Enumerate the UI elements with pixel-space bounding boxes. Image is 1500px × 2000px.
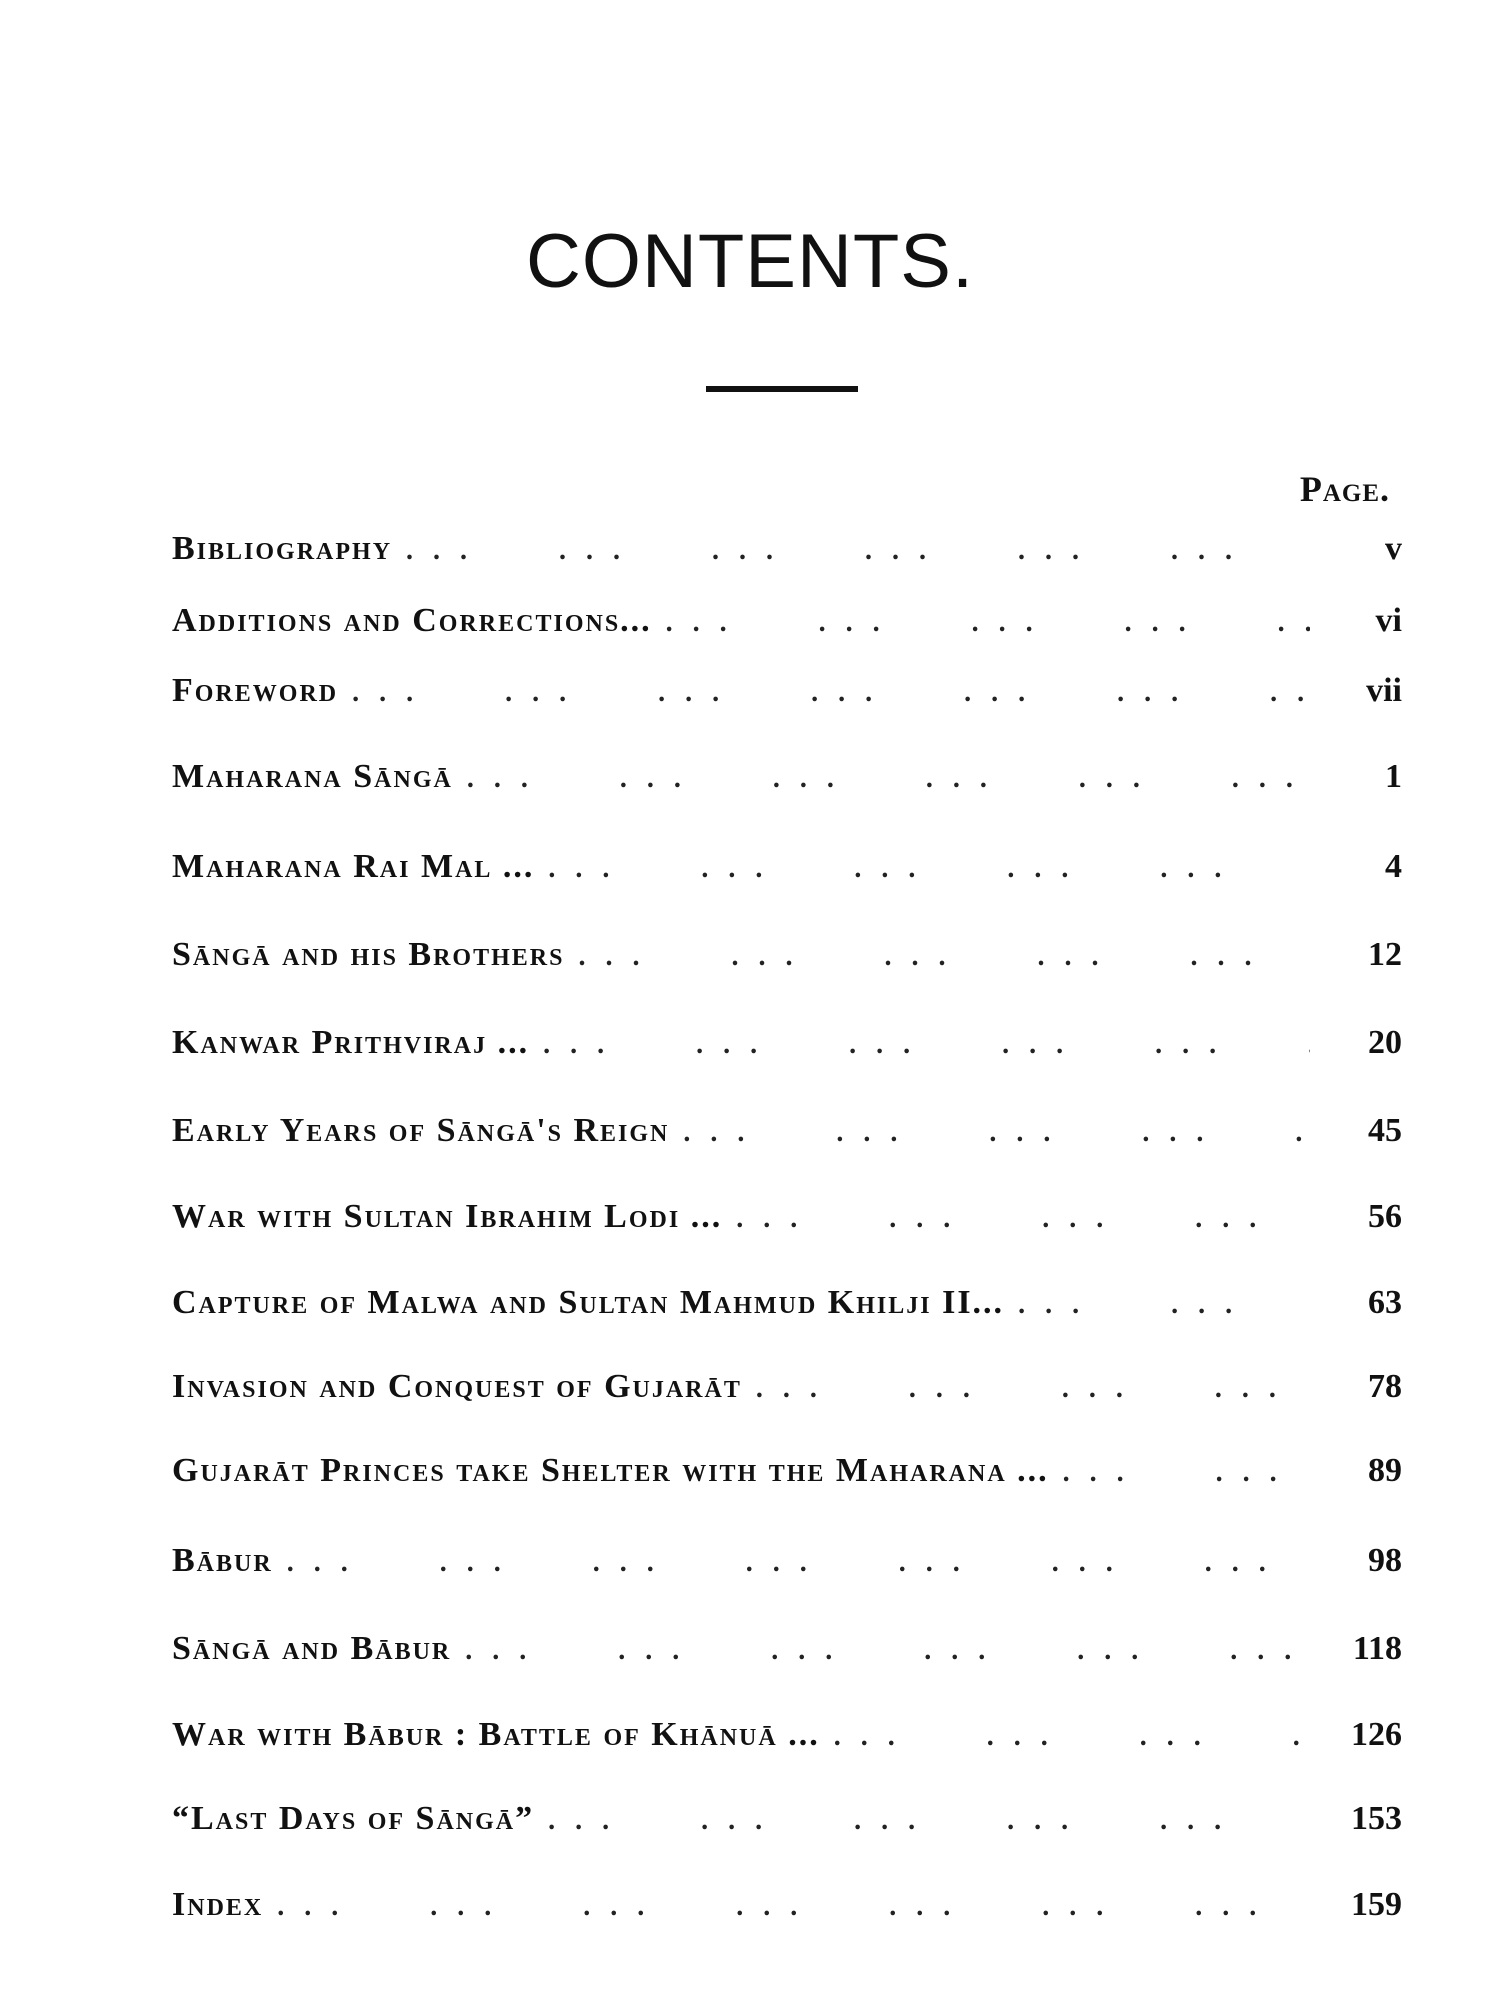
toc-entry-label: Maharana Rai Mal ... (172, 848, 535, 885)
toc-entry (172, 1198, 1402, 1254)
toc-entry (172, 936, 1402, 992)
toc-entry (172, 530, 1402, 586)
toc-entry-page: 89 (1368, 1452, 1402, 1489)
dot-leader (548, 853, 1310, 885)
toc-entry (172, 1024, 1402, 1080)
toc-entry-page: 153 (1351, 1800, 1402, 1837)
dot-leader (287, 1547, 1310, 1579)
dot-leader (406, 535, 1310, 567)
dot-leader (1018, 1289, 1310, 1321)
dot-leader (465, 1635, 1310, 1667)
toc-entry-page: 159 (1351, 1886, 1402, 1923)
toc-entry-page: vii (1366, 672, 1402, 709)
toc-entry-page: 126 (1351, 1716, 1402, 1753)
toc-entry (172, 1452, 1402, 1508)
toc-entry-label: War with Sultan Ibrahim Lodi ... (172, 1198, 723, 1235)
toc-entry-label: Early Years of Sāngā's Reign (172, 1112, 670, 1149)
toc-entry-page: 56 (1368, 1198, 1402, 1235)
toc-entry-label: Maharana Sāngā (172, 758, 453, 795)
toc-entry-page: v (1385, 530, 1402, 567)
toc-entry (172, 1542, 1402, 1598)
toc-entry (172, 1886, 1402, 1942)
toc-entry-label: Additions and Corrections... (172, 602, 652, 639)
toc-entry-page: vi (1375, 602, 1402, 639)
toc-entry (172, 758, 1402, 814)
toc-entry-label: Kanwar Prithviraj ... (172, 1024, 530, 1061)
dot-leader (277, 1891, 1310, 1923)
toc-entry-label: War with Bābur : Battle of Khānuā ... (172, 1716, 820, 1753)
toc-entry-label: Capture of Malwa and Sultan Mahmud Khilji II... (172, 1284, 1005, 1321)
dot-leader (683, 1117, 1310, 1149)
toc-entry-label: “Last Days of Sāngā” (172, 1800, 535, 1837)
toc-entry (172, 1800, 1402, 1856)
dot-leader (736, 1203, 1310, 1235)
toc-entry-label: Bibliography (172, 530, 393, 567)
toc-entry (172, 1284, 1402, 1340)
toc-entry-page: 1 (1385, 758, 1402, 795)
toc-entry (172, 1716, 1402, 1772)
toc-entry (172, 1112, 1402, 1168)
toc-entry-page: 63 (1368, 1284, 1402, 1321)
page-title: CONTENTS. (525, 219, 975, 304)
toc-entry-label: Sāngā and his Brothers (172, 936, 565, 973)
toc-entry (172, 1630, 1402, 1686)
dot-leader (543, 1029, 1310, 1061)
toc-entry (172, 848, 1402, 904)
dot-leader (578, 941, 1310, 973)
toc-entry (172, 1368, 1402, 1424)
toc-entry-page: 12 (1368, 936, 1402, 973)
dot-leader (548, 1805, 1310, 1837)
toc-entry-page: 118 (1352, 1630, 1402, 1667)
toc-entry (172, 672, 1402, 728)
toc-entry-label: Gujarāt Princes take Shelter with the Maharana ... (172, 1452, 1049, 1489)
dot-leader (352, 677, 1310, 709)
dot-leader (1063, 1457, 1310, 1489)
toc-entry-page: 98 (1368, 1542, 1402, 1579)
toc-entry-page: 4 (1385, 848, 1402, 885)
dot-leader (756, 1373, 1310, 1405)
toc-entry (172, 602, 1402, 658)
toc-entry-label: Index (172, 1886, 264, 1923)
toc-entry-page: 20 (1368, 1024, 1402, 1061)
title-rule (706, 386, 858, 392)
toc-entry-page: 78 (1368, 1368, 1402, 1405)
dot-leader (666, 607, 1310, 639)
toc-entry-label: Sāngā and Bābur (172, 1630, 452, 1667)
dot-leader (467, 763, 1310, 795)
dot-leader (834, 1721, 1310, 1753)
toc-entry-page: 45 (1368, 1112, 1402, 1149)
toc-entry-label: Invasion and Conquest of Gujarāt (172, 1368, 742, 1405)
page-column-heading: Page. (1299, 469, 1390, 509)
toc-entry-label: Foreword (172, 672, 339, 709)
toc-entry-label: Bābur (172, 1542, 273, 1579)
